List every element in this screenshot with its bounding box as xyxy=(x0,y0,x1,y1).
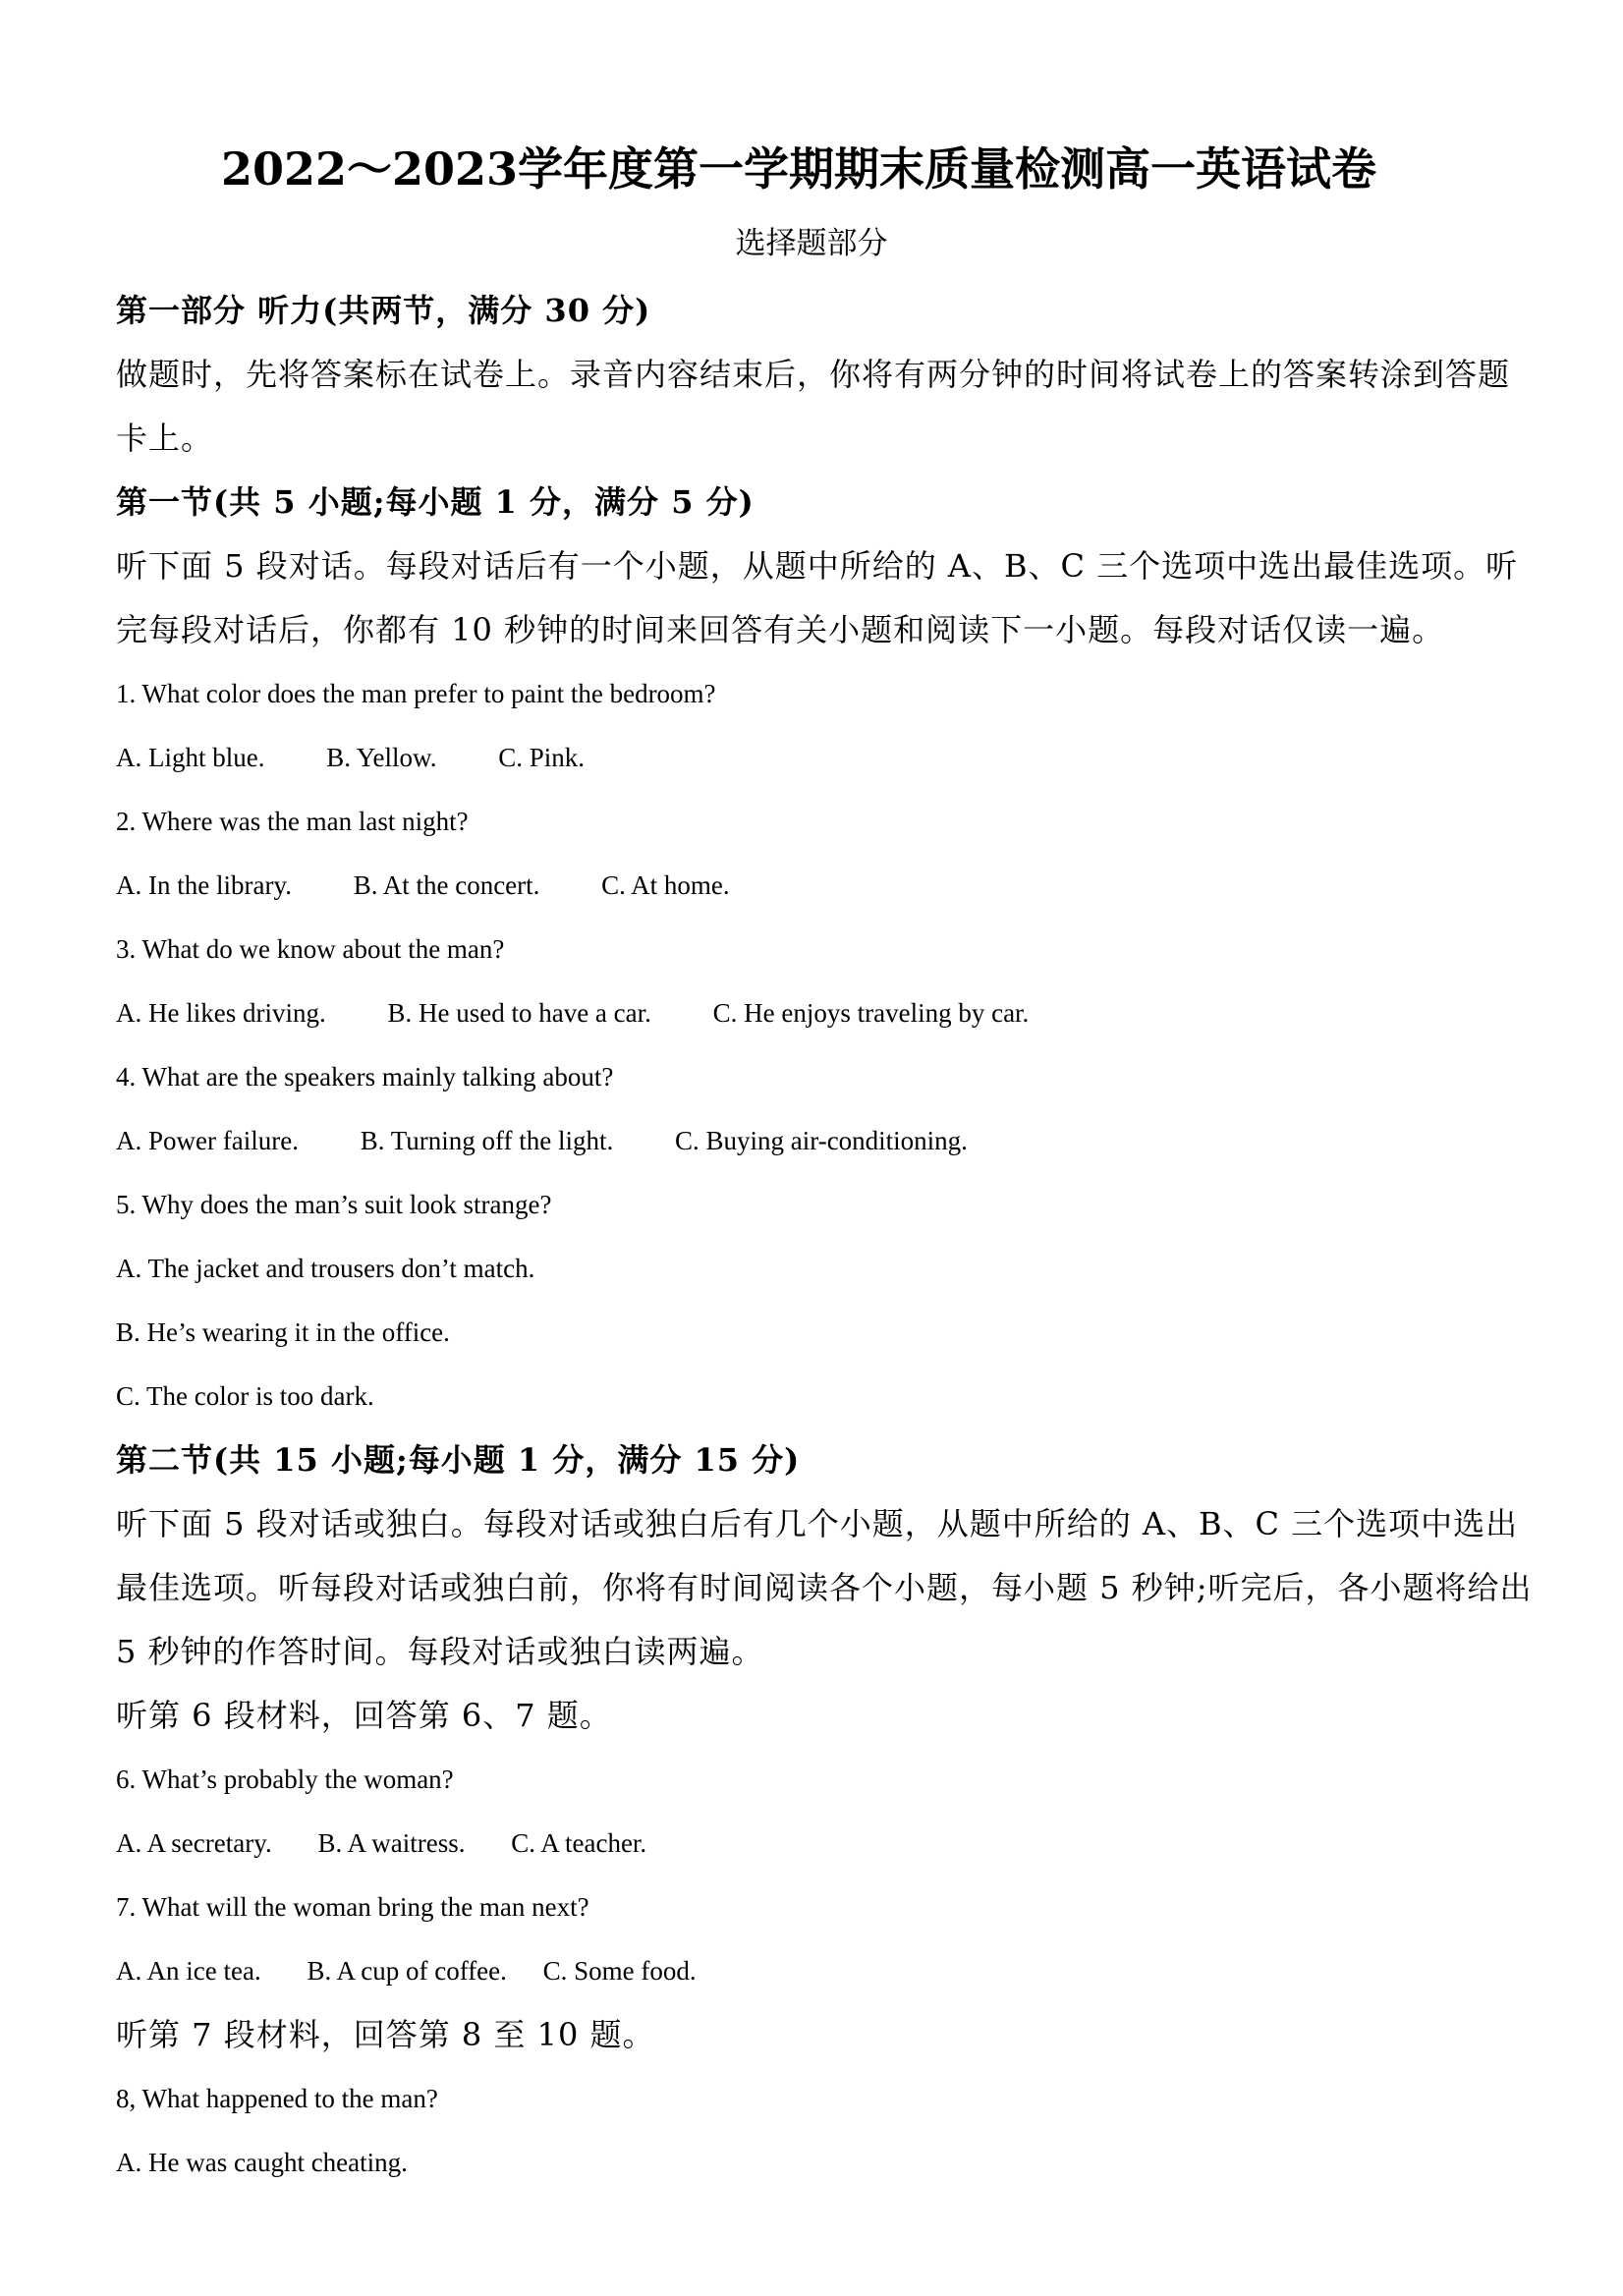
exam-title: 2022～2023学年度第一学期期末质量检测高一英语试卷 xyxy=(221,142,1377,196)
exam-subtitle: 选择题部分 xyxy=(735,226,888,261)
question-7-options xyxy=(116,1939,1531,2003)
question-4-option-c: C. Buying air-conditioning. xyxy=(675,1126,968,1155)
question-5-option-b: B. He’s wearing it in the office. xyxy=(116,1317,450,1347)
question-7-stem: 7. What will the woman bring the man next? xyxy=(116,1892,589,1922)
section1-instructions-line2: 完每段对话后，你都有 10 秒钟的时间来回答有关小题和阅读下一小题。每段对话仅读一遍。 xyxy=(116,611,1445,648)
section2-heading: 第二节(共 15 小题;每小题 1 分，满分 15 分) xyxy=(116,1441,801,1479)
question-2-option-b: B. At the concert. xyxy=(353,870,540,900)
question-2-stem: 2. Where was the man last night? xyxy=(116,807,469,836)
question-3-options xyxy=(116,981,1531,1045)
question-6-option-b: B. A waitress. xyxy=(317,1828,466,1858)
question-3-stem: 3. What do we know about the man? xyxy=(116,934,505,964)
question-7-option-a: A. An ice tea. xyxy=(116,1956,261,1986)
question-1-options xyxy=(116,726,1531,790)
material-6-heading: 听第 6 段材料，回答第 6、7 题。 xyxy=(116,1697,612,1734)
question-5-option-a: A. The jacket and trousers don’t match. xyxy=(116,1254,535,1283)
question-5-option-c: C. The color is too dark. xyxy=(116,1381,374,1411)
section2-instructions-line2: 最佳选项。听每段对话或独白前，你将有时间阅读各个小题，每小题 5 秒钟;听完后，各小题将给出 xyxy=(116,1569,1533,1606)
question-7-option-b: B. A cup of coffee. xyxy=(307,1956,507,1986)
question-2-options xyxy=(116,854,1531,918)
material-7-heading: 听第 7 段材料，回答第 8 至 10 题。 xyxy=(116,2016,655,2053)
question-3-option-b: B. He used to have a car. xyxy=(387,998,651,1028)
section2-instructions-line3: 5 秒钟的作答时间。每段对话或独白读两遍。 xyxy=(116,1633,764,1670)
part1-heading: 第一部分 听力(共两节，满分 30 分) xyxy=(116,292,651,329)
part1-instructions-line2: 卡上。 xyxy=(116,420,214,457)
section2-instructions-line1: 听下面 5 段对话或独白。每段对话或独白后有几个小题，从题中所给的 A、B、C 三个选项中选出 xyxy=(116,1505,1519,1542)
question-8-stem: 8, What happened to the man? xyxy=(116,2084,438,2113)
question-6-option-a: A. A secretary. xyxy=(116,1828,272,1858)
question-6-option-c: C. A teacher. xyxy=(511,1828,647,1858)
question-8-option-a: A. He was caught cheating. xyxy=(116,2148,408,2177)
question-1-option-a: A. Light blue. xyxy=(116,743,265,772)
question-2-option-c: C. At home. xyxy=(601,870,730,900)
section1-heading: 第一节(共 5 小题;每小题 1 分，满分 5 分) xyxy=(116,483,755,521)
question-1-stem: 1. What color does the man prefer to paint the bedroom? xyxy=(116,679,716,708)
question-1-option-b: B. Yellow. xyxy=(326,743,437,772)
question-4-options xyxy=(116,1109,1531,1173)
question-4-option-a: A. Power failure. xyxy=(116,1126,299,1155)
part1-instructions-line1: 做题时，先将答案标在试卷上。录音内容结束后，你将有两分钟的时间将试卷上的答案转涂到答题 xyxy=(116,356,1511,393)
question-6-options xyxy=(116,1812,1531,1876)
question-6-stem: 6. What’s probably the woman? xyxy=(116,1764,454,1794)
question-3-option-c: C. He enjoys traveling by car. xyxy=(712,998,1030,1028)
question-2-option-a: A. In the library. xyxy=(116,870,292,900)
question-1-option-c: C. Pink. xyxy=(498,743,586,772)
question-5-stem: 5. Why does the man’s suit look strange? xyxy=(116,1190,552,1219)
exam-content xyxy=(116,279,1531,2195)
question-3-option-a: A. He likes driving. xyxy=(116,998,326,1028)
question-4-stem: 4. What are the speakers mainly talking about? xyxy=(116,1062,614,1092)
question-4-option-b: B. Turning off the light. xyxy=(360,1126,614,1155)
question-7-option-c: C. Some food. xyxy=(542,1956,697,1986)
section1-instructions-line1: 听下面 5 段对话。每段对话后有一个小题，从题中所给的 A、B、C 三个选项中选出最佳选项。听 xyxy=(116,547,1519,585)
